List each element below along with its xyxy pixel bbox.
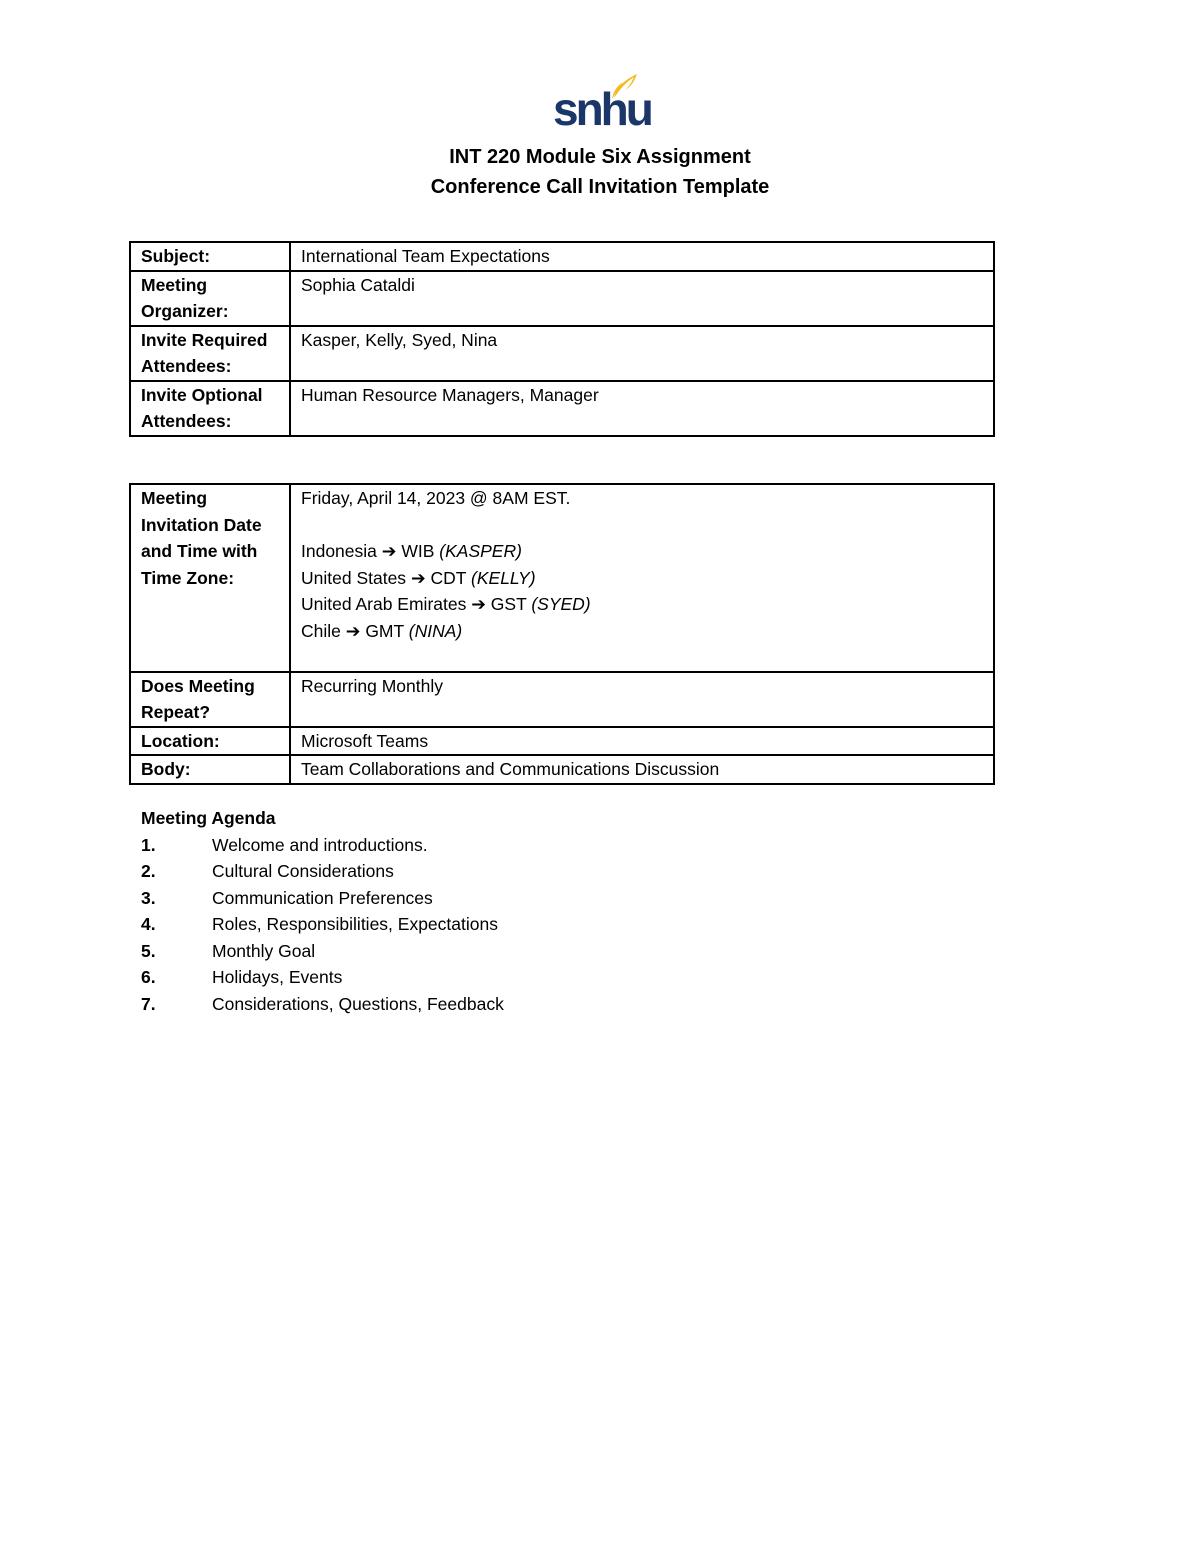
repeat-label: Does Meeting Repeat? [130,672,290,727]
list-item: 7. Considerations, Questions, Feedback [141,993,504,1014]
organizer-value: Sophia Cataldi [290,271,994,326]
optional-attendees-value: Human Resource Managers, Manager [290,381,994,436]
timezone-line: Chile ➔ GMT (NINA) [301,620,463,641]
invitation-details-table [129,241,995,437]
document-title: INT 220 Module Six Assignment [449,146,751,168]
timezone-line: United Arab Emirates ➔ GST (SYED) [301,594,591,614]
document-subtitle: Conference Call Invitation Template [430,176,770,198]
body-label: Body: [130,755,290,784]
meeting-agenda [141,805,504,1017]
arrow-icon: ➔ [381,541,397,561]
subject-label: Subject: [130,242,290,271]
table-row [130,381,994,436]
list-item: 3. Communication Preferences [141,887,433,908]
location-value: Microsoft Teams [290,727,994,756]
subject-value: International Team Expectations [290,242,994,271]
repeat-value: Recurring Monthly [290,672,994,727]
snhu-logo [553,72,651,135]
table-row [130,484,994,672]
table-row [130,242,994,271]
arrow-icon: ➔ [410,567,426,588]
list-item: 5. Monthly Goal [141,940,316,961]
table-row [130,326,994,381]
datetime-cell [290,484,994,672]
required-attendees-label: Invite Required Attendees: [130,326,290,381]
agenda-title: Meeting Agenda [141,808,276,828]
list-item: 4. Roles, Responsibilities, Expectations [141,914,498,934]
arrow-icon: ➔ [345,620,361,641]
datetime-label: Meeting Invitation Date and Time with Time Zone: [130,484,290,672]
table-row [130,672,994,727]
table-row [130,271,994,326]
list-item: 6. Holidays, Events [141,967,343,987]
list-item: 2. Cultural Considerations [141,861,394,881]
timezone-line: United States ➔ CDT (KELLY) [301,567,536,588]
list-item: 1. Welcome and introductions. [141,834,428,855]
meeting-schedule-table [129,483,995,785]
body-value: Team Collaborations and Communications Discussion [290,755,994,784]
table-row [130,727,994,756]
location-label: Location: [130,727,290,756]
required-attendees-value: Kasper, Kelly, Syed, Nina [290,326,994,381]
organizer-label: Meeting Organizer: [130,271,290,326]
timezone-line: Indonesia ➔ WIB (KASPER) [301,541,522,561]
arrow-icon: ➔ [471,594,486,614]
table-row [130,755,994,784]
datetime-value: Friday, April 14, 2023 @ 8AM EST. [301,488,571,508]
logo-text: snhu [553,83,651,135]
optional-attendees-label: Invite Optional Attendees: [130,381,290,436]
